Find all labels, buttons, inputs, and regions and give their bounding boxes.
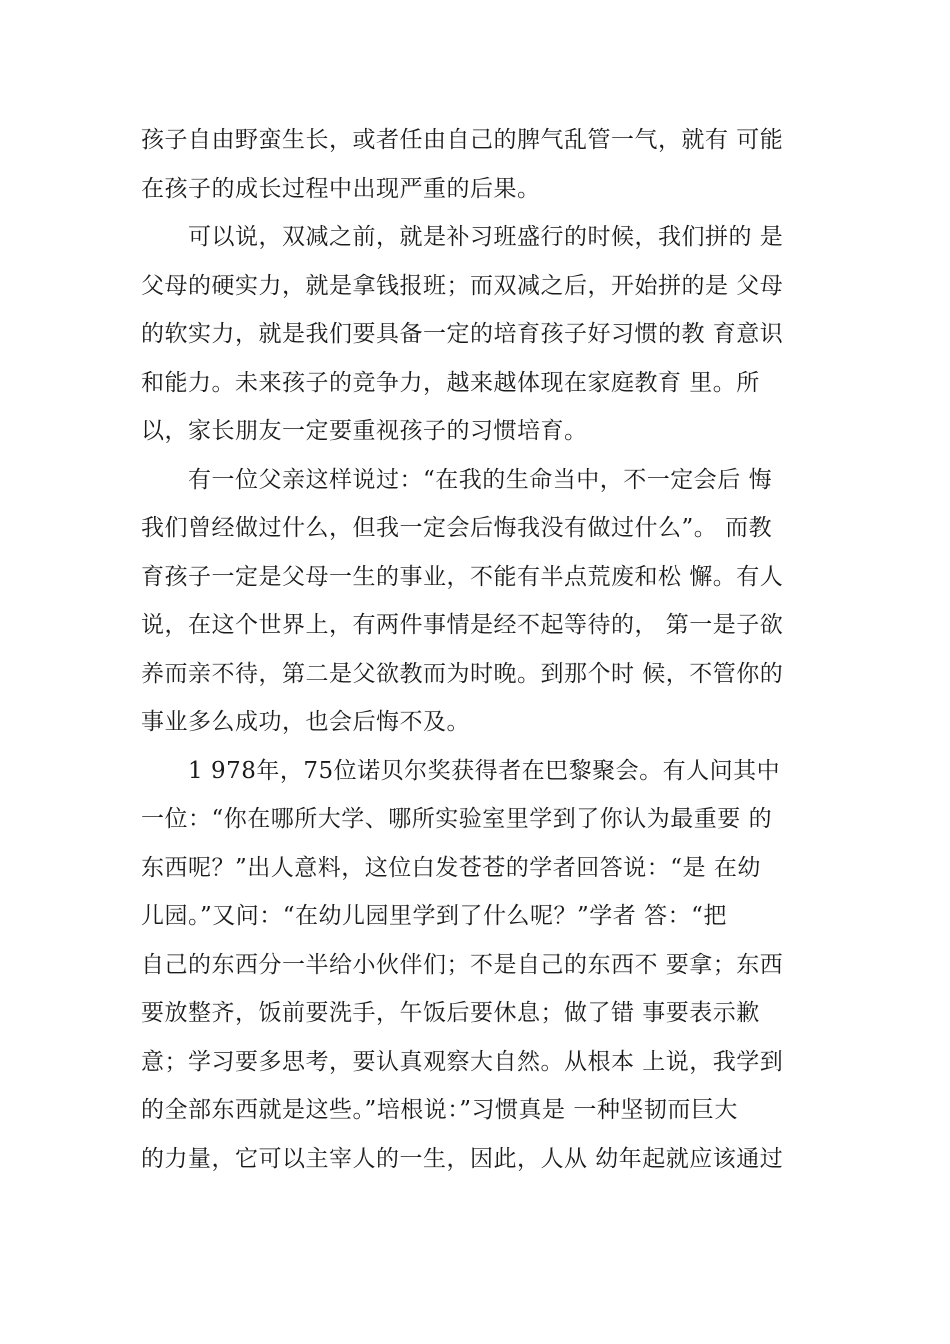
text-line: 儿园。”又问：“在幼儿园里学到了什么呢？”学者 答：“把 [141, 903, 727, 929]
text-line: 一位：“你在哪所大学、哪所实验室里学到了你认为最重要 的 [141, 806, 773, 832]
text-line: 意；学习要多思考，要认真观察大自然。从根本 上说，我学到 [141, 1048, 784, 1075]
text-line: 养而亲不待，第二是父欲教而为时晚。到那个时 候，不管你的 [141, 660, 784, 687]
text-line: 育孩子一定是父母一生的事业，不能有半点荒废和松 懈。有人 [141, 563, 784, 590]
body-text [141, 116, 821, 1183]
text-line: 父母的硬实力，就是拿钱报班；而双减之后，开始拼的是 父母 [141, 272, 784, 299]
text-line: 以，家长朋友一定要重视孩子的习惯培育。 [141, 418, 588, 444]
text-line: 的软实力，就是我们要具备一定的培育孩子好习惯的教 育意识 [141, 321, 784, 347]
text-line: 东西呢？”出人意料，这位白发苍苍的学者回答说：“是 在幼 [141, 854, 761, 881]
paragraph-first-line: 可以说，双减之前，就是补习班盛行的时候，我们拼的 是 [188, 224, 784, 250]
paragraph-first-line: 有一位父亲这样说过：“在我的生命当中，不一定会后 悔 [188, 466, 773, 493]
text-line: 的力量，它可以主宰人的一生，因此，人从 幼年起就应该通过 [141, 1145, 784, 1172]
text-line: 事业多么成功，也会后悔不及。 [141, 709, 470, 735]
text-line: 孩子自由野蛮生长，或者任由自己的脾气乱管一气，就有 可能 [141, 127, 784, 153]
text-line: 和能力。未来孩子的竞争力，越来越体现在家庭教育 里。所 [141, 369, 760, 396]
text-line: 要放整齐，饭前要洗手，午饭后要休息；做了错 事要表示歉 [141, 1000, 760, 1026]
text-line: 我们曾经做过什么，但我一定会后悔我没有做过什么”。 而教 [141, 515, 773, 541]
text-line: 的全部东西就是这些。”培根说：”习惯真是 一种坚韧而巨大 [141, 1097, 738, 1123]
text-line: 说，在这个世界上，有两件事情是经不起等待的， 第一是子欲 [141, 612, 784, 638]
text-line: 自己的东西分一半给小伙伴们；不是自己的东西不 要拿；东西 [141, 951, 784, 978]
paragraph-first-line: 1 978年，75位诺贝尔奖获得者在巴黎聚会。有人问其中 [188, 757, 781, 784]
text-line: 在孩子的成长过程中出现严重的后果。 [141, 175, 541, 202]
